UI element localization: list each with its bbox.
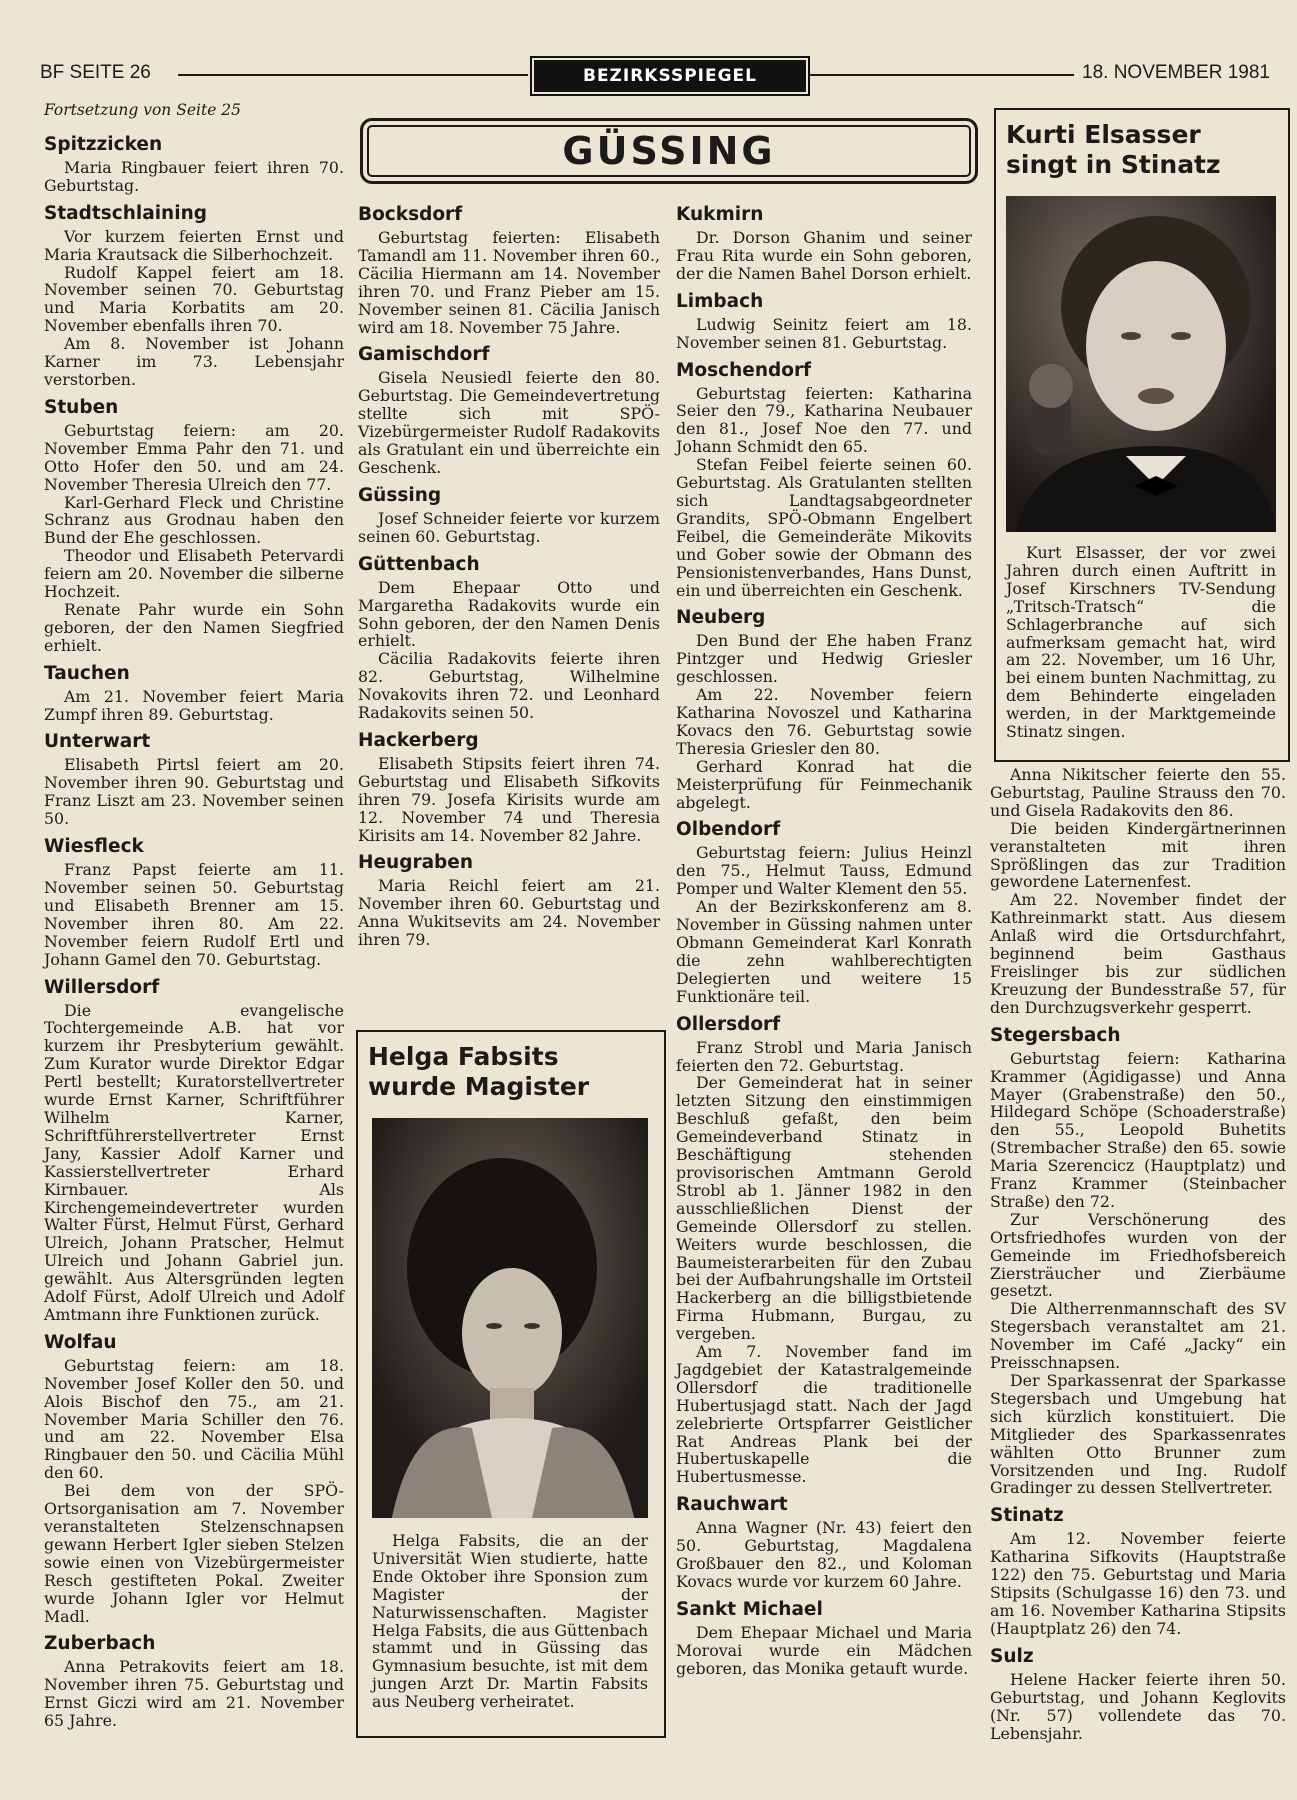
column-1 xyxy=(44,102,344,1730)
section-heading-gu-ttenbach: Güttenbach xyxy=(358,553,480,575)
article-paragraph: Den Bund der Ehe haben Franz Pintzger und Hedwig Griesler geschlossen. xyxy=(676,631,972,687)
lead-paragraph: Anna Nikitscher feierte den 55. Geburtstag, Pauline Strauss den 70. und Gisela Radakovits den 86. xyxy=(990,765,1286,820)
kurti-headline: Kurti Elsasser singt in Stinatz xyxy=(1006,120,1221,179)
article-paragraph: Geburtstag feiern: am 18. November Josef Koller den 50. und Alois Bischof den 75., am 21. November Maria Schiller den 76. und am 22. November Elsa Ringbauer den 50. und Cäcilia Mühl den 60. xyxy=(44,1355,344,1483)
section-heading-ollersdorf: Ollersdorf xyxy=(676,1013,781,1035)
masthead: BEZIRKSSPIEGEL xyxy=(534,60,806,92)
article-paragraph: Maria Reichl feiert am 21. November ihren 60. Geburtstag und Anna Wukitsevits am 24. November ihren 79. xyxy=(358,876,660,950)
lead-paragraph: Am 22. November findet der Kathreinmarkt statt. Aus diesem Anlaß wird die Ortsdurchfahrt, beginnend beim Gasthaus Freislinger bis zur südlichen Kreuzung der Bundesstraße 57, für den Durchzugsverkehr gesperrt. xyxy=(990,890,1286,1017)
article-paragraph: Elisabeth Stipsits feiert ihren 74. Geburtstag und Elisabeth Sifkovits ihren 79. Josefa Kirisits wurde am 12. November 74 und Theresia Kirisits am 14. November 82 Jahre. xyxy=(358,753,660,845)
column-2 xyxy=(358,196,660,949)
article-paragraph: Die Altherrenmannschaft des SV Stegersbach veranstaltet am 21. November im Café „Jacky“ ein Preisschnapsen. xyxy=(990,1299,1286,1373)
article-paragraph: Rudolf Kappel feiert am 18. November seinen 70. Geburtstag und Maria Korbatits am 20. November ebenfalls ihren 70. xyxy=(44,262,344,336)
section-heading-neuberg: Neuberg xyxy=(676,607,766,629)
article-paragraph: Am 21. November feiert Maria Zumpf ihren 89. Geburtstag. xyxy=(44,686,344,724)
article-paragraph: Am 7. November fand im Jagdgebiet der Katastralgemeinde Ollersdorf die traditionelle Hubertusjagd statt. Nach der Jagd zelebrierte Ortspfarrer Geistlicher Rat Andreas Plank bei der Hubertuskapelle die Hubertusmesse. xyxy=(676,1342,972,1487)
section-heading-heugraben: Heugraben xyxy=(358,852,474,874)
region-banner: GÜSSING xyxy=(360,118,978,184)
article-paragraph: Ludwig Seinitz feiert am 18. November seinen 81. Geburtstag. xyxy=(676,314,972,352)
article-paragraph: Stefan Feibel feierte seinen 60. Geburtstag. Als Gratulanten stellten sich Landtagsabgeordneter Grandits, SPÖ-Obmann Engelbert Feibel, die Gemeinderäte Mikovits und Gober sowie der Obmann des Pensionistenverbandes, Hans Dunst, ein und überreichten ein Geschenk. xyxy=(676,455,972,600)
article-paragraph: Karl-Gerhard Fleck und Christine Schranz aus Grodnau haben den Bund der Ehe geschlossen. xyxy=(44,492,344,548)
article-paragraph: Geburtstag feiern: Julius Heinzl den 75., Helmut Tauss, Edmund Pomper und Walter Klement den 55. xyxy=(676,843,972,899)
article-paragraph: Anna Wagner (Nr. 43) feiert den 50. Geburtstag, Magdalena Großbauer den 82., und Koloman Kovacs wurde vor kurzem 60 Jahre. xyxy=(676,1518,972,1591)
article-paragraph: Die evangelische Tochtergemeinde A.B. hat vor kurzem ihr Presbyterium gewählt. Zum Kurator wurde Direktor Edgar Pertl bestellt; Kuratorstellvertreter wurde Ernst Karner, Schriftführer Wilhelm Karner, Schriftführerstellvertreter Ernst Jany, Kassier Adolf Karner und Kassierstellvertreter Erhard Kirnbauer. Als Kirchengemeindevertreter wurden Walter Fürst, Helmut Fürst, Gerhard Ulreich, Johann Pratscher, Helmut Ulreich und Johann Gabriel jun. gewählt. Aus Altersgründen legten Adolf Fürst, Adolf Ulreich und Adolf Amtmann ihre Funktionen zurück. xyxy=(44,1000,344,1324)
header-rule-right xyxy=(810,74,1074,76)
article-paragraph: Elisabeth Pirtsl feiert am 20. November ihren 90. Geburtstag und Franz Liszt am 23. November seinen 50. xyxy=(44,755,344,829)
article-paragraph: Helene Hacker feierte ihren 50. Geburtstag, und Johann Keglovits (Nr. 57) vollendete das 70. Lebensjahr. xyxy=(990,1669,1286,1743)
article-paragraph: Franz Papst feierte am 11. November seinen 50. Geburtstag und Elisabeth Brenner am 15. November ihren 80. Am 22. November feiern Rudolf Ertl und Johann Gamel den 70. Geburtstag. xyxy=(44,860,344,969)
article-paragraph: Dem Ehepaar Michael und Maria Morovai wurde ein Mädchen geboren, das Monika getauft wurde. xyxy=(676,1622,972,1678)
section-heading-stegersbach: Stegersbach xyxy=(990,1024,1121,1046)
section-heading-bocksdorf: Bocksdorf xyxy=(358,204,463,225)
section-heading-wolfau: Wolfau xyxy=(44,1331,117,1353)
section-heading-stadtschlaining: Stadtschlaining xyxy=(44,202,207,224)
article-paragraph: Maria Ringbauer feiert ihren 70. Geburtstag. xyxy=(44,157,344,195)
helga-article-box xyxy=(356,1030,666,1738)
article-paragraph: Geburtstag feierten: Katharina Seier den 79., Katharina Neubauer den 81., Josef Noe den 77. und Johann Schmidt den 65. xyxy=(676,383,972,457)
article-paragraph: Vor kurzem feierten Ernst und Maria Krautsack die Silberhochzeit. xyxy=(44,226,344,264)
article-paragraph: Gisela Neusiedl feierte den 80. Geburtstag. Die Gemeindevertretung stellte sich mit SPÖ-Vizebürgermeister Rudolf Radakovits als Gratulant ein und überreichte ein Geschenk. xyxy=(358,368,660,477)
section-heading-unterwart: Unterwart xyxy=(44,731,151,753)
column-3 xyxy=(676,196,972,1678)
section-heading-hackerberg: Hackerberg xyxy=(358,729,479,751)
issue-date: 18. NOVEMBER 1981 xyxy=(1082,62,1270,83)
article-paragraph: Bei dem von der SPÖ-Ortsorganisation am 7. November veranstalteten Stelzenschnapsen gewann Herbert Igler sieben Stelzen sowie einen von Vizebürgermeister Resch gestifteten Pokal. Zweiter wurde Johann Igler vor Helmut Madl. xyxy=(44,1481,344,1626)
helga-caption: Helga Fabsits, die an der Universität Wien studierte, hatte Ende Oktober ihre Sponsion zum Magister der Naturwissenschaften. Magister Helga Fabsits, die aus Güttenbach stammt und in Güssing das Gymnasium besuchte, ist mit dem jungen Arzt Dr. Martin Fabsits aus Neuberg verheiratet. xyxy=(372,1531,648,1712)
article-paragraph: Am 12. November feierte Katharina Sifkovits (Hauptstraße 122) den 75. Geburtstag und Maria Stipsits (Schulgasse 16) den 73. und am 16. November Katharina Stipsits (Hauptplatz 26) den 74. xyxy=(990,1529,1286,1638)
section-heading-limbach: Limbach xyxy=(676,290,764,312)
section-heading-willersdorf: Willersdorf xyxy=(44,976,160,998)
helga-photo xyxy=(372,1118,648,1518)
section-heading-wiesfleck: Wiesfleck xyxy=(44,836,144,858)
kurti-caption: Kurt Elsasser, der vor zwei Jahren durch einen Auftritt in Josef Kirschners TV-Sendung „Tritsch-Tratsch“ die Schlagerbranche auf sich aufmerksam gemacht hat, wird am 22. November, um 16 Uhr, bei einem bunten Nachmittag, zu dem Behinderte eingeladen werden, in der Marktgemeinde Stinatz singen. xyxy=(1006,543,1276,742)
article-paragraph: Der Sparkassenrat der Sparkasse Stegersbach und Umgebung hat sich kürzlich konstituiert. Die Mitglieder des Sparkassenrates wählten Otto Brunner zum Vorsitzenden und Ing. Rudolf Gradinger zu dessen Stellvertreter. xyxy=(990,1371,1286,1498)
section-heading-tauchen: Tauchen xyxy=(44,662,130,684)
helga-headline: Helga Fabsits wurde Magister xyxy=(368,1042,590,1101)
article-paragraph: Josef Schneider feierte vor kurzem seinen 60. Geburtstag. xyxy=(358,508,660,546)
section-heading-rauchwart: Rauchwart xyxy=(676,1494,788,1516)
article-paragraph: Geburtstag feierten: Elisabeth Tamandl am 11. November ihren 60., Cäcilia Hiermann am 14. November ihren 70. und Franz Pieber am 15. November seinen 81. Cäcilia Janisch wird am 18. November 75 Jahre. xyxy=(358,228,660,337)
section-heading-kukmirn: Kukmirn xyxy=(676,204,764,225)
section-heading-stinatz: Stinatz xyxy=(990,1505,1064,1527)
section-heading-sulz: Sulz xyxy=(990,1645,1034,1667)
article-paragraph: Am 8. November ist Johann Karner im 73. Lebensjahr verstorben. xyxy=(44,334,344,389)
article-paragraph: Anna Petrakovits feiert am 18. November ihren 75. Geburtstag und Ernst Giczi wird am 21. November 65 Jahre. xyxy=(44,1657,344,1731)
header-rule-left xyxy=(178,74,528,76)
article-paragraph: Dem Ehepaar Otto und Margaretha Radakovits wurde ein Sohn geboren, der den Namen Denis erhielt. xyxy=(358,577,660,651)
section-heading-zuberbach: Zuberbach xyxy=(44,1633,156,1655)
article-paragraph: An der Bezirkskonferenz am 8. November in Güssing nahmen unter Obmann Gemeinderat Karl Konrath die zehn wahlberechtigten Delegierten und weitere 15 Funktionäre teil. xyxy=(676,897,972,1006)
section-heading-olbendorf: Olbendorf xyxy=(676,819,781,841)
section-heading-gu-ssing: Güssing xyxy=(358,484,442,506)
article-paragraph: Geburtstag feiern: am 20. November Emma Pahr den 71. und Otto Hofer den 50. und am 24. November Theresia Ulreich den 77. xyxy=(44,420,344,494)
article-paragraph: Gerhard Konrad hat die Meisterprüfung für Feinmechanik abgelegt. xyxy=(676,756,972,812)
article-paragraph: Der Gemeinderat hat in seiner letzten Sitzung den einstimmigen Beschluß gefaßt, den beim Gemeindeverband Stinatz in Beschäftigung stehenden provisorischen Amtmann Gerold Strobl ab 1. Jänner 1982 in den ausschließlichen Dienst der Gemeinde Ollersdorf zu stellen. Weiters wurde beschlossen, die Baumeisterarbeiten für den Zubau bei der Aufbahrungshalle im Ortsteil Hackerberg an die billigstbietende Firma Hubmann, Burgau, zu vergeben. xyxy=(676,1073,972,1344)
kurti-article-box xyxy=(994,108,1290,762)
section-heading-spitzzicken: Spitzzicken xyxy=(44,133,163,155)
kurti-photo xyxy=(1006,196,1276,532)
page-number: BF SEITE 26 xyxy=(40,62,151,83)
article-paragraph: Theodor und Elisabeth Petervardi feiern am 20. November die silberne Hochzeit. xyxy=(44,546,344,602)
article-paragraph: Franz Strobl und Maria Janisch feierten den 72. Geburtstag. xyxy=(676,1037,972,1075)
lead-paragraph: Die beiden Kindergärtnerinnen veranstalteten mit ihren Sprößlingen das zur Tradition gewordene Laternenfest. xyxy=(990,818,1286,892)
article-paragraph: Am 22. November feiern Katharina Novoszel und Katharina Kovacs den 76. Geburtstag sowie Theresia Griesler den 80. xyxy=(676,685,972,758)
article-paragraph: Geburtstag feiern: Katharina Krammer (Ägidigasse) und Anna Mayer (Grabenstraße) den 50., Hildegard Schöpe (Schoaderstraße) den 55., Leopold Buhetits (Strembacher Straße) den 65. sowie Maria Szerencicz (Hauptplatz) und Franz Krammer (Steinbacher Straße) den 72. xyxy=(990,1048,1286,1211)
article-paragraph: Dr. Dorson Ghanim und seiner Frau Rita wurde ein Sohn geboren, der die Namen Bahel Dorson erhielt. xyxy=(676,228,972,283)
section-heading-moschendorf: Moschendorf xyxy=(676,359,812,381)
column-4 xyxy=(990,766,1286,1742)
article-paragraph: Zur Verschönerung des Ortsfriedhofes wurden von der Gemeinde im Friedhofsbereich Ziersträucher und Zierbäume gesetzt. xyxy=(990,1209,1286,1301)
article-paragraph: Cäcilia Radakovits feierte ihren 82. Geburtstag, Wilhelmine Novakovits ihren 72. und Leonhard Radakovits seinen 50. xyxy=(358,649,660,723)
section-heading-stuben: Stuben xyxy=(44,396,119,418)
continuation-note: Fortsetzung von Seite 25 xyxy=(44,101,242,119)
section-heading-sankt-michael: Sankt Michael xyxy=(676,1598,823,1620)
section-heading-gamischdorf: Gamischdorf xyxy=(358,344,490,366)
article-paragraph: Renate Pahr wurde ein Sohn geboren, der den Namen Siegfried erhielt. xyxy=(44,599,344,655)
